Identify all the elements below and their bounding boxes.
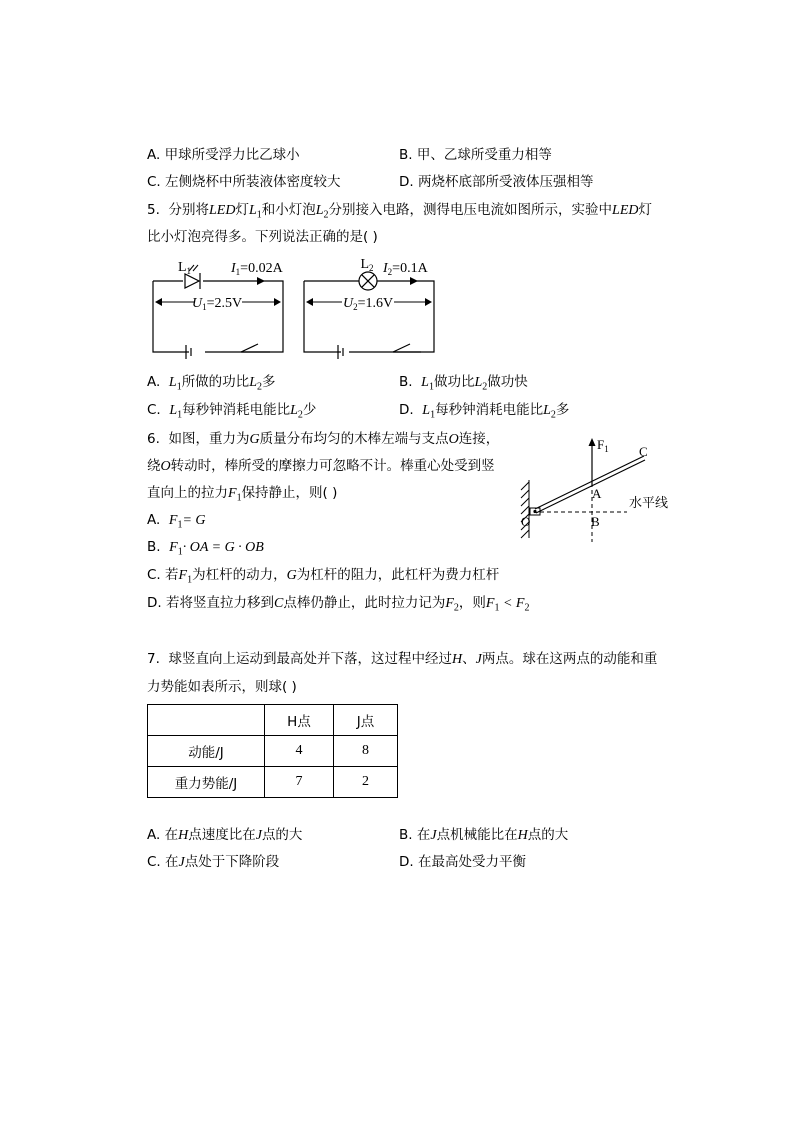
q5-option-a: A. $L_1$所做的功比$L_2$多 xyxy=(147,374,276,393)
q7-energy-table xyxy=(147,704,398,798)
table-cell: 动能/J xyxy=(148,736,265,767)
q7-stem-line2: 力势能如表所示，则球( ) xyxy=(147,679,297,695)
table-row xyxy=(148,767,398,798)
q7-option-b: B. 在J点机械能比在H点的大 xyxy=(399,827,569,843)
table-cell: 重力势能/J xyxy=(148,767,265,798)
q4-option-b: B. 甲、乙球所受重力相等 xyxy=(399,147,552,163)
label-b: B xyxy=(591,514,600,529)
q7-stem-line1: 7. 球竖直向上运动到最高处并下落，这过程中经过H、J两点。球在这两点的动能和重 xyxy=(147,651,658,667)
q6-option-b: B. $F_1\cdot$ OA = G · OB xyxy=(147,539,264,558)
q5-number: 5. xyxy=(147,202,160,218)
q6-option-a: A. $F_1= G$ xyxy=(147,512,206,531)
q4-option-a: A. 甲球所受浮力比乙球小 xyxy=(147,147,300,163)
q7-option-d: D. 在最高处受力平衡 xyxy=(399,854,526,870)
circuit-2-label: $L_2$ xyxy=(360,257,374,273)
q5-option-c: C. $L_1$每秒钟消耗电能比$L_2$少 xyxy=(147,402,317,421)
table-cell: 7 xyxy=(265,767,334,798)
q6-option-d: D. 若将竖直拉力移到C点棒仍静止，此时拉力记为$F_2$，则$F_1 < F_2$ xyxy=(147,595,530,614)
label-a: A xyxy=(592,486,602,501)
q6-stem-line2: 绕O转动时，棒所受的摩擦力可忽略不计。棒重心处受到竖 xyxy=(147,458,495,474)
q7-number: 7. xyxy=(147,651,160,667)
q6-lever-figure xyxy=(515,432,680,544)
q7-option-c: C. 在J点处于下降阶段 xyxy=(147,854,280,870)
label-c: C xyxy=(639,444,648,459)
table-header-cell xyxy=(148,705,265,736)
label-horizontal-line: 水平线 xyxy=(629,495,669,510)
table-header-row xyxy=(148,705,398,736)
q4-option-c: C. 左侧烧杯中所装液体密度较大 xyxy=(147,174,341,190)
q5-option-b: B. $L_1$做功比$L_2$做功快 xyxy=(399,374,528,393)
table-cell: 2 xyxy=(334,767,398,798)
q7-option-a: A. 在H点速度比在J点的大 xyxy=(147,827,303,843)
q6-stem-line3: 直向上的拉力$F_1$保持静止，则( ) xyxy=(147,485,338,504)
circuit-2-voltage: $U_2=1.6V$ xyxy=(343,296,394,312)
q6-option-c: C. 若$F_1$为杠杆的动力，G为杠杆的阻力，此杠杆为费力杠杆 xyxy=(147,567,500,586)
q6-stem-line1: 6. 如图，重力为G质量分布均匀的木棒左端与支点O连接， xyxy=(147,431,500,447)
q5-stem-line1: 5. 分别将LED灯$L_1$和小灯泡$L_2$分别接入电路，测得电压电流如图所示，实验中LED灯 xyxy=(147,202,652,221)
table-cell: 4 xyxy=(265,736,334,767)
table-header-cell: H点 xyxy=(265,705,334,736)
circuit-1-voltage: $U_1=2.5V$ xyxy=(192,296,243,312)
q5-stem-line2: 比小灯泡亮得多。下列说法正确的是( ) xyxy=(147,229,378,245)
q6-number: 6. xyxy=(147,431,160,447)
led-term: LED xyxy=(208,203,236,218)
label-o: O xyxy=(521,514,531,529)
current-arrow-2 xyxy=(410,277,418,285)
wall-hatch xyxy=(521,480,529,538)
q4-option-d: D. 两烧杯底部所受液体压强相等 xyxy=(399,174,594,190)
circuit-2-current: $I_2=0.1A$ xyxy=(383,261,428,277)
table-cell: 8 xyxy=(334,736,398,767)
q5-option-d: D. $L_1$每秒钟消耗电能比$L_2$多 xyxy=(399,402,570,421)
circuit-2 xyxy=(304,281,434,359)
circuit-1-label: $L_1$ xyxy=(177,260,191,276)
force-arrow-f1 xyxy=(589,438,596,486)
circuit-1-current: $I_1=0.02A$ xyxy=(231,261,283,277)
table-row xyxy=(148,736,398,767)
bulb-icon xyxy=(359,272,377,290)
label-f1: $F_1$ xyxy=(597,437,609,454)
current-arrow-1 xyxy=(257,277,265,285)
circuit-1 xyxy=(153,281,283,359)
table-header-cell: J点 xyxy=(334,705,398,736)
q5-circuit-figure xyxy=(145,255,445,360)
